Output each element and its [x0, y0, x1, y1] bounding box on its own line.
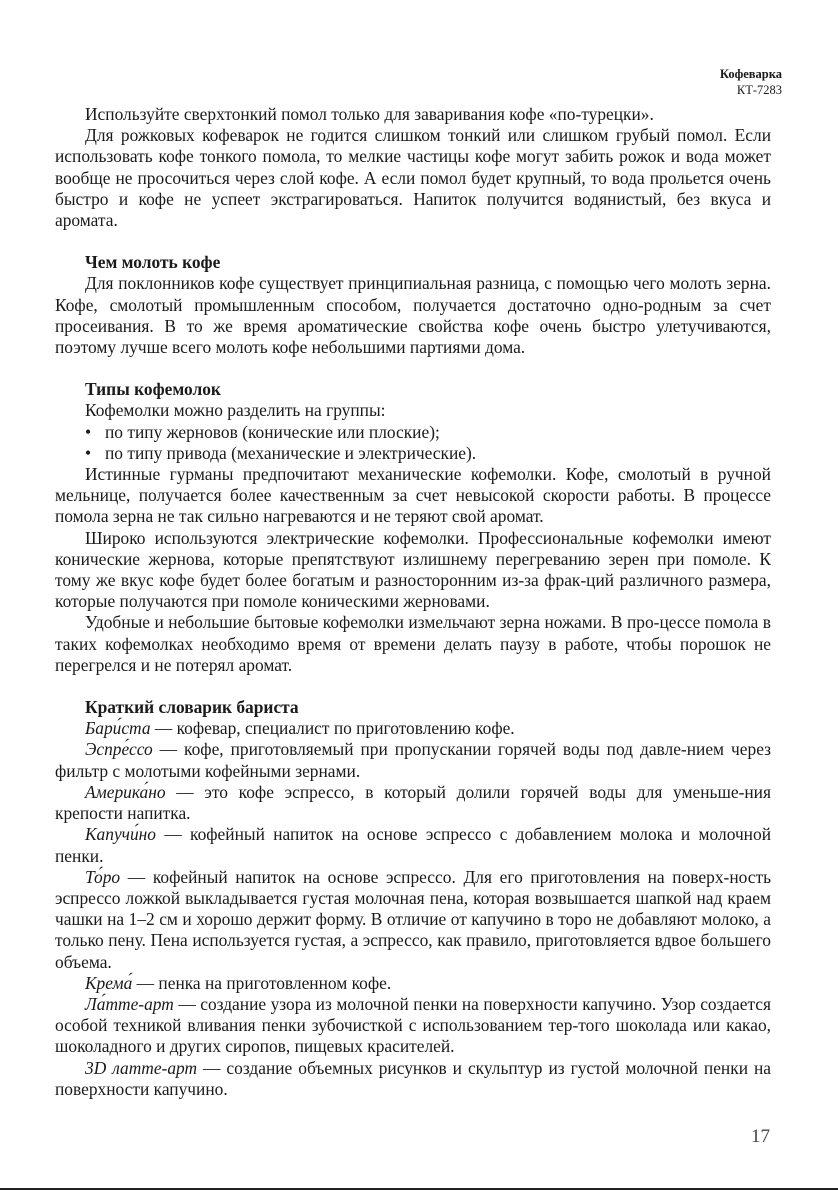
glossary-definition: — это кофе эспрессо, в который долили горячей воды для уменьше-ния крепости напитка. [55, 781, 771, 824]
types-paragraph-2: Широко используются электрические кофемолки. Профессиональные кофемолки имеют конические жернова, которые препятствуют излишнему перегреванию зерен при помоле. К тому же вкус кофе будет более богатым и разносторонним из-за фрак-ций различного размера, которые получаются при помоле коническими жерновами. [55, 527, 771, 612]
section-heading-grind: Чем молоть кофе [85, 252, 221, 273]
section-heading-glossary: Краткий словарик бариста [85, 697, 299, 718]
list-item: • по типу привода (механические и электрические). [85, 443, 771, 464]
glossary-definition: — создание узора из молочной пенки на поверхности капучино. Узор создается особой техникой вливания пенки зубочисткой с использованием тер-того шоколада или какао, шоколадного и других сиропов, пищевых красителей. [55, 993, 771, 1057]
glossary-term: Ла́тте-арт [85, 993, 174, 1014]
grind-paragraph: Для поклонников кофе существует принципиальная разница, с помощью чего молоть зерна. Кофе, смолотый промышленным способом, получается достаточно одно-родным за счет просеивания. В то же время ароматические свойства кофе очень быстро улетучиваются, поэтому лучше всего молоть кофе небольшими партиями дома. [55, 273, 771, 358]
glossary-entry [55, 739, 771, 781]
glossary-entry [55, 824, 771, 866]
glossary-term: Эспре́ссо [85, 739, 153, 760]
types-bullet-list [55, 422, 771, 464]
glossary-definition: — кофе, приготовляемый при пропускании горячей воды под давле-нием через фильтр с молотыми кофейными зернами. [55, 739, 771, 781]
bottom-divider [0, 1188, 838, 1190]
glossary-entry [55, 782, 771, 824]
page-number: 17 [751, 1126, 770, 1147]
page-content [55, 104, 771, 1100]
glossary-definition: — кофевар, специалист по приготовлению кофе. [150, 718, 515, 739]
glossary-entry [55, 867, 771, 973]
intro-paragraph-2: Для рожковых кофеварок не годится слишком тонкий или слишком грубый помол. Если использовать кофе тонкого помола, то мелкие частицы кофе могут забить рожок и вода может вообще не просочиться через слой кофе. А если помол будет крупный, то вода прольется очень быстро и кофе не успеет экстрагироваться. Напиток получится водянистый, без вкуса и аромата. [55, 125, 771, 231]
glossary-term: 3D латте-арт [85, 1057, 198, 1078]
glossary-term: Америка́но [85, 781, 166, 802]
types-lead: Кофемолки можно разделить на группы: [85, 400, 386, 421]
header-title: Кофеварка [719, 67, 782, 81]
list-item: • по типу жерновов (конические или плоские); [85, 422, 771, 443]
glossary-definition: — кофейный напиток на основе эспрессо. Для его приготовления на поверх-ность эспрессо ложкой выкладывается густая молочная пена, которая возвышается шапкой над краем чашки на 1–2 см и хорошо держит форму. В отличие от капучино в торо не добавляют молоко, а только пену. Пена используется густая, а эспрессо, как правило, приготовляется вдвое большего объема. [55, 866, 771, 972]
glossary-entry [55, 1058, 771, 1100]
glossary-entry [55, 718, 771, 739]
header-model: КТ-7283 [736, 83, 782, 97]
types-paragraph-1: Истинные гурманы предпочитают механические кофемолки. Кофе, смолотый в ручной мельнице, получается более качественным за счет невысокой скорости работы. В процессе помола зерна не так сильно нагреваются и не теряют свой аромат. [55, 464, 771, 527]
glossary-entry [55, 994, 771, 1058]
glossary-term: Крема́ [85, 972, 133, 993]
glossary-definition: — кофейный напиток на основе эспрессо с добавлением молока и молочной пенки. [55, 824, 771, 866]
types-paragraph-3: Удобные и небольшие бытовые кофемолки измельчают зерна ножами. В про-цессе помола в таких кофемолках необходимо время от времени делать паузу в работе, чтобы порошок не перегрелся и не потерял аромат. [55, 612, 771, 675]
section-heading-types: Типы кофемолок [85, 379, 221, 400]
intro-paragraph-1: Используйте сверхтонкий помол только для заваривания кофе «по-турецки». [85, 104, 654, 124]
glossary-term: Капучи́но [85, 824, 156, 845]
glossary-entry [55, 973, 771, 994]
glossary-term: То́ро [85, 866, 121, 887]
page-header [720, 66, 782, 98]
glossary-definition: — пенка на приготовленном кофе. [132, 972, 392, 993]
glossary-term: Бари́ста [85, 718, 151, 739]
glossary-definition: — создание объемных рисунков и скульптур из густой молочной пенки на поверхности капучино. [55, 1057, 771, 1099]
